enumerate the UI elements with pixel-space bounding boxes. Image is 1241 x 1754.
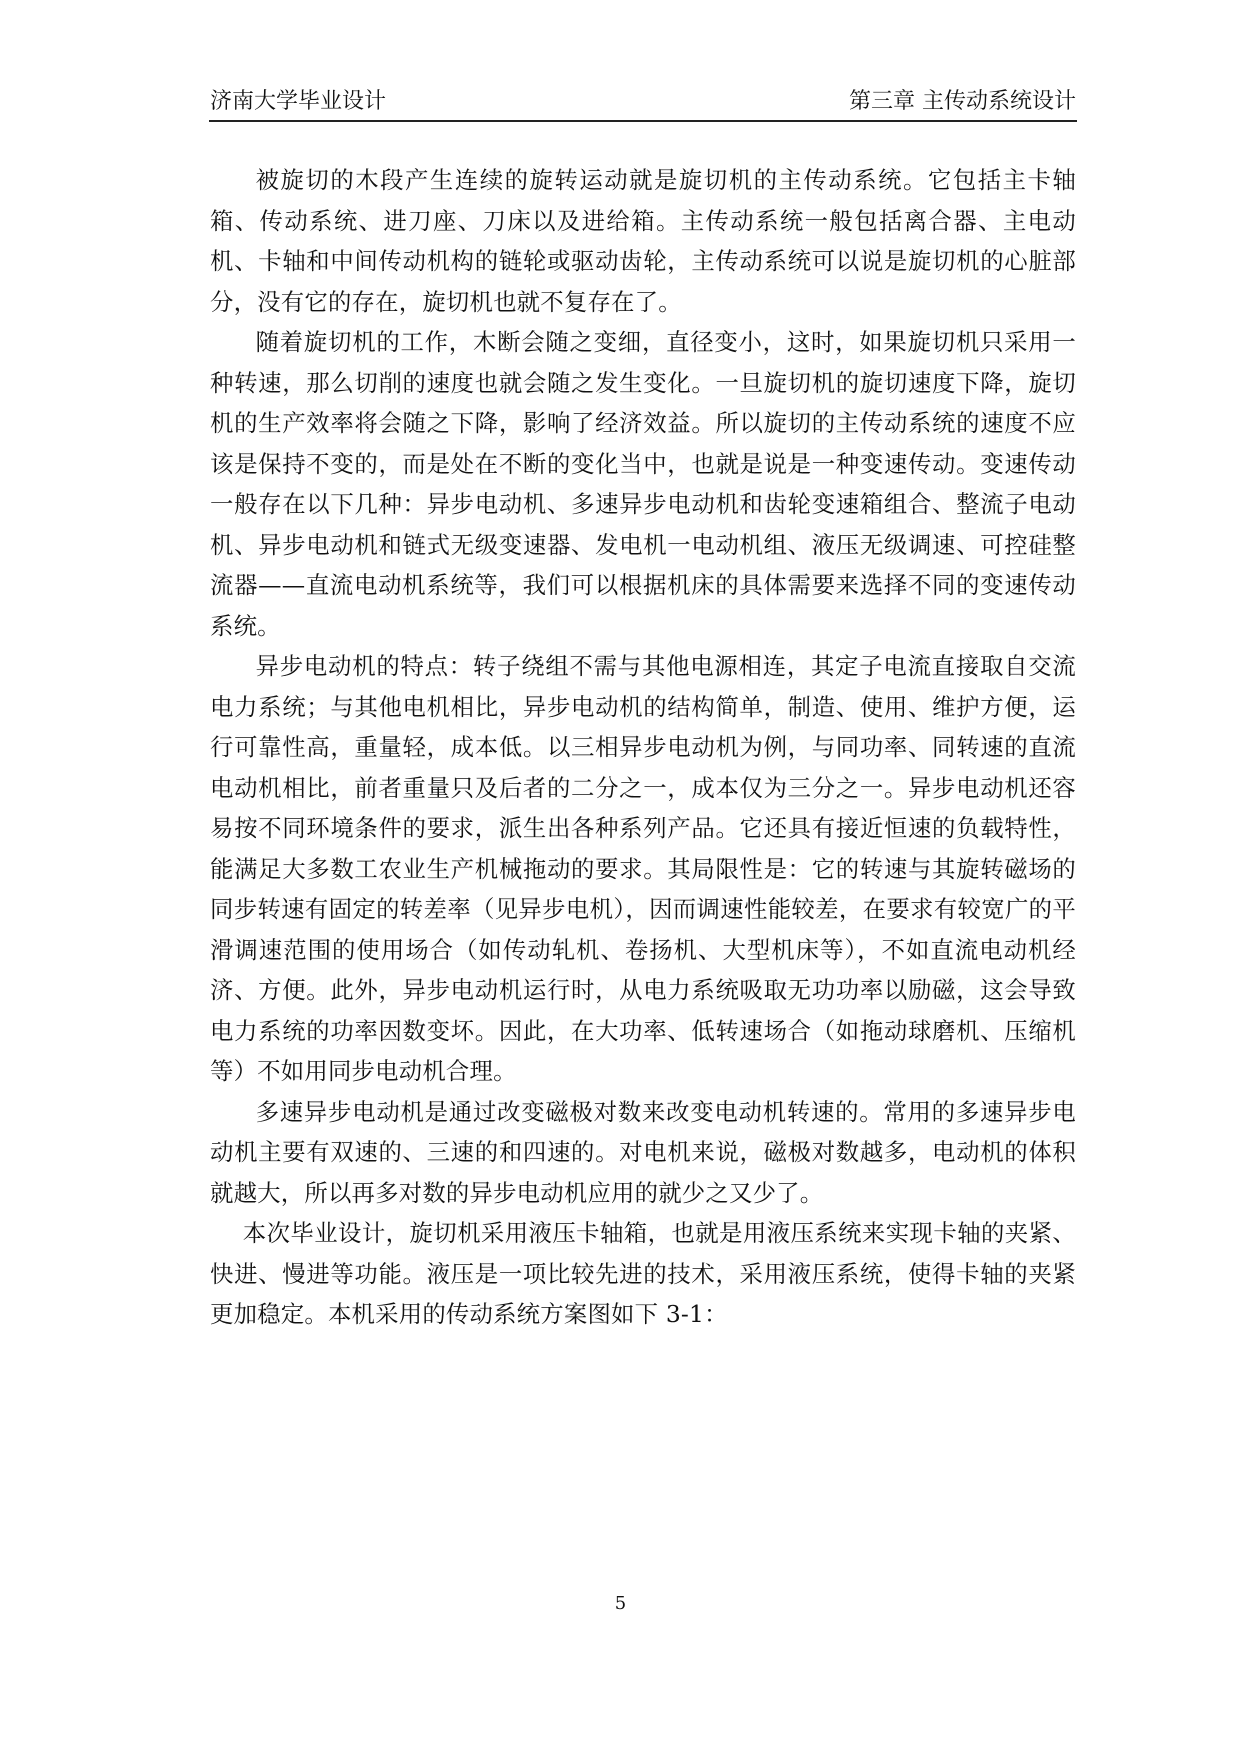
- paragraph-variable-speed: 随着旋切机的工作，木断会随之变细，直径变小，这时，如果旋切机只采用一种转速，那么切削的速度也就会随之发生变化。一旦旋切机的旋切速度下降，旋切机的生产效率将会随之下降，影响了经济效益。所以旋切的主传动系统的速度不应该是保持不变的，而是处在不断的变化当中，也就是说是一种变速传动。变速传动一般存在以下几种：异步电动机、多速异步电动机和齿轮变速箱组合、整流子电动机、异步电动机和链式无级变速器、发电机一电动机组、液压无级调速、可控硅整流器——直流电动机系统等，我们可以根据机床的具体需要来选择不同的变速传动系统。: [210, 328, 1076, 640]
- header-divider: [209, 120, 1077, 122]
- header-chapter-title: 第三章 主传动系统设计: [849, 89, 1076, 114]
- body-text: [210, 160, 1076, 1335]
- page-header: [210, 88, 1076, 120]
- paragraph-main-drive-intro: 被旋切的木段产生连续的旋转运动就是旋切机的主传动系统。它包括主卡轴箱、传动系统、进刀座、刀床以及进给箱。主传动系统一般包括离合器、主电动机、卡轴和中间传动机构的链轮或驱动齿轮，主传动系统可以说是旋切机的心脏部分，没有它的存在，旋切机也就不复存在了。: [210, 166, 1076, 316]
- header-thesis-title: 济南大学毕业设计: [210, 89, 387, 114]
- paragraph-design-scheme: 本次毕业设计，旋切机采用液压卡轴箱，也就是用液压系统来实现卡轴的夹紧、快进、慢进等功能。液压是一项比较先进的技术，采用液压系统，使得卡轴的夹紧更加稳定。本机采用的传动系统方案图如下 3-1：: [210, 1219, 1076, 1328]
- paragraph-multi-speed-motor: 多速异步电动机是通过改变磁极对数来改变电动机转速的。常用的多速异步电动机主要有双速的、三速的和四速的。对电机来说，磁极对数越多，电动机的体积就越大，所以再多对数的异步电动机应用的就少之又少了。: [210, 1097, 1076, 1207]
- page-number: 5: [614, 1593, 627, 1614]
- paragraph-async-motor: 异步电动机的特点：转子绕组不需与其他电源相连，其定子电流直接取自交流电力系统；与其他电机相比，异步电动机的结构简单，制造、使用、维护方便，运行可靠性高，重量轻，成本低。以三相异步电动机为例，与同功率、同转速的直流电动机相比，前者重量只及后者的二分之一，成本仅为三分之一。异步电动机还容易按不同环境条件的要求，派生出各种系列产品。它还具有接近恒速的负载特性，能满足大多数工农业生产机械拖动的要求。其局限性是：它的转速与其旋转磁场的同步转速有固定的转差率（见异步电机），因而调速性能较差，在要求有较宽广的平滑调速范围的使用场合（如传动轧机、卷扬机、大型机床等），不如直流电动机经济、方便。此外，异步电动机运行时，从电力系统吸取无功功率以励磁，这会导致电力系统的功率因数变坏。因此，在大功率、低转速场合（如拖动球磨机、压缩机等）不如用同步电动机合理。: [210, 652, 1076, 1085]
